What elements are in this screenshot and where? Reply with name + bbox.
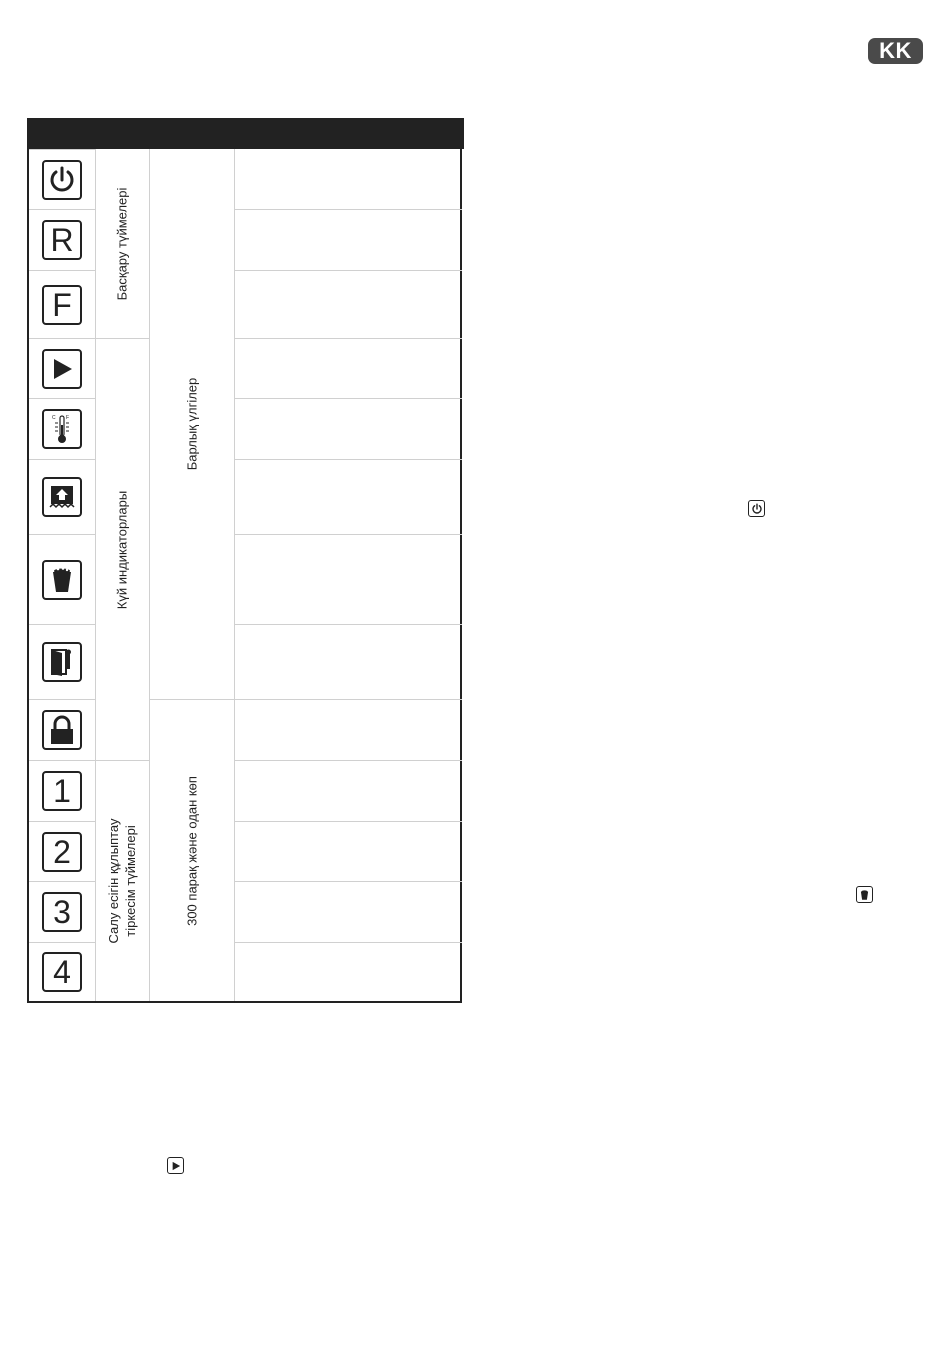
row-divider xyxy=(235,534,462,535)
row-divider xyxy=(235,209,462,210)
door-open-icon xyxy=(42,642,82,682)
icon-cell xyxy=(29,270,95,338)
icon-cell xyxy=(29,821,95,881)
group-status-indicators xyxy=(95,338,149,760)
row-divider xyxy=(235,881,462,882)
key-4-icon: 4 xyxy=(42,952,82,992)
model-label: 300 парақ және одан көп xyxy=(184,775,199,926)
control-panel-table xyxy=(27,118,462,1003)
row-divider xyxy=(235,338,462,339)
row-divider xyxy=(235,760,462,761)
group-label: Басқару түймелері xyxy=(114,187,130,300)
svg-text:F: F xyxy=(66,415,70,421)
icon-cell xyxy=(29,398,95,459)
icon-cell xyxy=(29,459,95,534)
icon-cell xyxy=(29,699,95,760)
group-label: Салу есігін құлыптау тіркесім түймелері xyxy=(106,818,138,944)
bin-full-icon xyxy=(42,477,82,517)
row-divider xyxy=(235,821,462,822)
play-icon xyxy=(42,349,82,389)
icon-cell xyxy=(29,534,95,624)
svg-text:C: C xyxy=(52,415,56,421)
row-divider xyxy=(235,624,462,625)
group-control-buttons xyxy=(95,149,149,338)
column-divider xyxy=(234,149,235,1001)
icon-cell xyxy=(29,209,95,270)
thermometer-icon xyxy=(42,409,82,449)
icon-cell xyxy=(29,760,95,821)
group-all-models xyxy=(149,149,234,699)
row-divider xyxy=(235,942,462,943)
forward-icon: F xyxy=(42,285,82,325)
lock-icon xyxy=(42,710,82,750)
group-label: Күй индикаторлары xyxy=(114,490,130,609)
icon-cell xyxy=(29,338,95,398)
row-divider xyxy=(235,459,462,460)
row-divider xyxy=(235,270,462,271)
icon-cell xyxy=(29,942,95,1001)
group-drawer-lock xyxy=(95,760,149,1001)
key-3-icon: 3 xyxy=(42,892,82,932)
row-divider xyxy=(235,398,462,399)
inline-play-icon xyxy=(167,1157,184,1174)
key-1-icon: 1 xyxy=(42,771,82,811)
model-label: Барлық үлгілер xyxy=(184,377,199,471)
table-header-bar xyxy=(27,118,464,149)
power-icon xyxy=(42,160,82,200)
group-300-models xyxy=(149,699,234,1001)
inline-power-icon xyxy=(748,500,765,517)
icon-cell xyxy=(29,881,95,942)
key-2-icon: 2 xyxy=(42,832,82,872)
icon-cell xyxy=(29,149,95,209)
inline-bin-icon xyxy=(856,886,873,903)
bin-icon xyxy=(42,560,82,600)
language-badge: KK xyxy=(868,38,923,64)
icon-cell xyxy=(29,624,95,699)
reverse-icon: R xyxy=(42,220,82,260)
row-divider xyxy=(235,699,462,700)
